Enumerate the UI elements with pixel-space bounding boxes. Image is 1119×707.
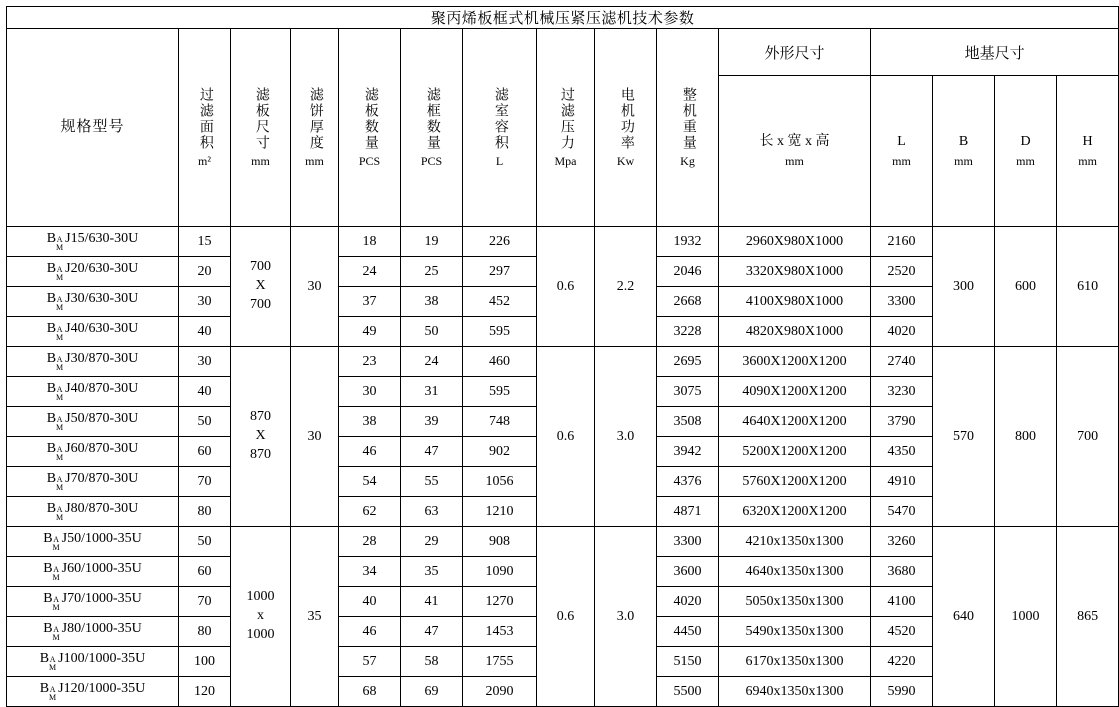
cell-foundation-l: 2520 bbox=[871, 257, 933, 287]
cell-foundation-l: 4520 bbox=[871, 617, 933, 647]
header-outline-sub: 长 x 宽 x 高 mm bbox=[719, 76, 871, 227]
cell-model: B A M J70/870-30U bbox=[7, 467, 179, 497]
cell-plate-count: 57 bbox=[339, 647, 401, 677]
header-outline-group: 外形尺寸 bbox=[719, 29, 871, 76]
cell-plate-count: 68 bbox=[339, 677, 401, 707]
cell-filter-area: 30 bbox=[179, 287, 231, 317]
cell-filter-area: 30 bbox=[179, 347, 231, 377]
cell-frame-count: 31 bbox=[401, 377, 463, 407]
table-row bbox=[7, 227, 1119, 257]
table-row bbox=[7, 527, 1119, 557]
cell-foundation-l: 3260 bbox=[871, 527, 933, 557]
cell-foundation-l: 4220 bbox=[871, 647, 933, 677]
cell-pressure: 0.6 bbox=[537, 227, 595, 347]
cell-plate-count: 38 bbox=[339, 407, 401, 437]
cell-model: B A M J40/630-30U bbox=[7, 317, 179, 347]
cell-weight: 4020 bbox=[657, 587, 719, 617]
cell-outline-dimensions: 4100X980X1000 bbox=[719, 287, 871, 317]
cell-model: B A M J70/1000-35U bbox=[7, 587, 179, 617]
table-row bbox=[7, 347, 1119, 377]
cell-weight: 4376 bbox=[657, 467, 719, 497]
cell-frame-count: 50 bbox=[401, 317, 463, 347]
cell-chamber-volume: 595 bbox=[463, 377, 537, 407]
cell-plate-count: 62 bbox=[339, 497, 401, 527]
specification-table bbox=[6, 6, 1119, 707]
cell-weight: 2046 bbox=[657, 257, 719, 287]
cell-filter-area: 40 bbox=[179, 317, 231, 347]
cell-foundation-l: 4020 bbox=[871, 317, 933, 347]
header-model: 规格型号 bbox=[7, 29, 179, 227]
cell-outline-dimensions: 2960X980X1000 bbox=[719, 227, 871, 257]
cell-model: B A M J60/1000-35U bbox=[7, 557, 179, 587]
cell-plate-count: 28 bbox=[339, 527, 401, 557]
cell-plate-count: 24 bbox=[339, 257, 401, 287]
cell-chamber-volume: 226 bbox=[463, 227, 537, 257]
cell-chamber-volume: 452 bbox=[463, 287, 537, 317]
cell-plate-count: 46 bbox=[339, 437, 401, 467]
cell-outline-dimensions: 5490x1350x1300 bbox=[719, 617, 871, 647]
cell-chamber-volume: 1755 bbox=[463, 647, 537, 677]
header-chamber-volume: 滤室容积 L bbox=[463, 29, 537, 227]
header-row-1 bbox=[7, 29, 1119, 76]
cell-foundation-b: 640 bbox=[933, 527, 995, 707]
cell-outline-dimensions: 4820X980X1000 bbox=[719, 317, 871, 347]
header-frame-count: 滤框数量 PCS bbox=[401, 29, 463, 227]
header-filter-area: 过滤面积 m² bbox=[179, 29, 231, 227]
cell-weight: 3075 bbox=[657, 377, 719, 407]
cell-model: B A M J50/1000-35U bbox=[7, 527, 179, 557]
cell-chamber-volume: 1453 bbox=[463, 617, 537, 647]
cell-plate-size: 1000 x 1000 bbox=[231, 527, 291, 707]
cell-model: B A M J80/870-30U bbox=[7, 497, 179, 527]
cell-outline-dimensions: 3600X1200X1200 bbox=[719, 347, 871, 377]
header-plate-size: 滤板尺寸 mm bbox=[231, 29, 291, 227]
cell-foundation-l: 3680 bbox=[871, 557, 933, 587]
cell-model: B A M J30/630-30U bbox=[7, 287, 179, 317]
cell-chamber-volume: 297 bbox=[463, 257, 537, 287]
cell-foundation-l: 5990 bbox=[871, 677, 933, 707]
cell-filter-area: 20 bbox=[179, 257, 231, 287]
cell-frame-count: 35 bbox=[401, 557, 463, 587]
cell-frame-count: 55 bbox=[401, 467, 463, 497]
cell-weight: 3228 bbox=[657, 317, 719, 347]
header-foundation-l: L mm bbox=[871, 76, 933, 227]
cell-frame-count: 29 bbox=[401, 527, 463, 557]
cell-pressure: 0.6 bbox=[537, 347, 595, 527]
cell-frame-count: 19 bbox=[401, 227, 463, 257]
table-body bbox=[7, 227, 1119, 707]
cell-filter-area: 15 bbox=[179, 227, 231, 257]
cell-model: B A M J50/870-30U bbox=[7, 407, 179, 437]
cell-model: B A M J40/870-30U bbox=[7, 377, 179, 407]
cell-foundation-l: 4100 bbox=[871, 587, 933, 617]
cell-chamber-volume: 1210 bbox=[463, 497, 537, 527]
cell-outline-dimensions: 5760X1200X1200 bbox=[719, 467, 871, 497]
cell-model: B A M J120/1000-35U bbox=[7, 677, 179, 707]
cell-chamber-volume: 908 bbox=[463, 527, 537, 557]
cell-model: B A M J100/1000-35U bbox=[7, 647, 179, 677]
cell-outline-dimensions: 5200X1200X1200 bbox=[719, 437, 871, 467]
cell-chamber-volume: 2090 bbox=[463, 677, 537, 707]
cell-foundation-l: 4350 bbox=[871, 437, 933, 467]
cell-outline-dimensions: 4640x1350x1300 bbox=[719, 557, 871, 587]
header-motor-power: 电机功率 Kw bbox=[595, 29, 657, 227]
cell-foundation-b: 570 bbox=[933, 347, 995, 527]
cell-weight: 2668 bbox=[657, 287, 719, 317]
cell-foundation-l: 3230 bbox=[871, 377, 933, 407]
cell-chamber-volume: 1056 bbox=[463, 467, 537, 497]
cell-frame-count: 47 bbox=[401, 437, 463, 467]
cell-outline-dimensions: 3320X980X1000 bbox=[719, 257, 871, 287]
cell-cake-thickness: 30 bbox=[291, 347, 339, 527]
cell-model: B A M J15/630-30U bbox=[7, 227, 179, 257]
cell-outline-dimensions: 6320X1200X1200 bbox=[719, 497, 871, 527]
cell-frame-count: 24 bbox=[401, 347, 463, 377]
cell-frame-count: 38 bbox=[401, 287, 463, 317]
header-foundation-group: 地基尺寸 bbox=[871, 29, 1119, 76]
cell-chamber-volume: 902 bbox=[463, 437, 537, 467]
cell-plate-count: 40 bbox=[339, 587, 401, 617]
header-foundation-d: D mm bbox=[995, 76, 1057, 227]
cell-chamber-volume: 460 bbox=[463, 347, 537, 377]
cell-filter-area: 70 bbox=[179, 587, 231, 617]
cell-outline-dimensions: 4210x1350x1300 bbox=[719, 527, 871, 557]
cell-chamber-volume: 1090 bbox=[463, 557, 537, 587]
cell-foundation-l: 3790 bbox=[871, 407, 933, 437]
cell-frame-count: 25 bbox=[401, 257, 463, 287]
cell-model: B A M J20/630-30U bbox=[7, 257, 179, 287]
cell-weight: 4871 bbox=[657, 497, 719, 527]
cell-weight: 5500 bbox=[657, 677, 719, 707]
header-foundation-h: H mm bbox=[1057, 76, 1119, 227]
header-foundation-b: B mm bbox=[933, 76, 995, 227]
cell-motor-power: 3.0 bbox=[595, 347, 657, 527]
cell-frame-count: 47 bbox=[401, 617, 463, 647]
cell-foundation-l: 4910 bbox=[871, 467, 933, 497]
cell-filter-area: 80 bbox=[179, 497, 231, 527]
cell-cake-thickness: 35 bbox=[291, 527, 339, 707]
header-plate-count: 滤板数量 PCS bbox=[339, 29, 401, 227]
cell-frame-count: 58 bbox=[401, 647, 463, 677]
cell-foundation-h: 610 bbox=[1057, 227, 1119, 347]
header-pressure: 过滤压力 Mpa bbox=[537, 29, 595, 227]
cell-cake-thickness: 30 bbox=[291, 227, 339, 347]
cell-filter-area: 50 bbox=[179, 527, 231, 557]
cell-chamber-volume: 595 bbox=[463, 317, 537, 347]
cell-frame-count: 69 bbox=[401, 677, 463, 707]
cell-model: B A M J30/870-30U bbox=[7, 347, 179, 377]
cell-weight: 3300 bbox=[657, 527, 719, 557]
cell-model: B A M J80/1000-35U bbox=[7, 617, 179, 647]
cell-motor-power: 3.0 bbox=[595, 527, 657, 707]
cell-filter-area: 120 bbox=[179, 677, 231, 707]
cell-plate-count: 23 bbox=[339, 347, 401, 377]
header-weight: 整机重量 Kg bbox=[657, 29, 719, 227]
cell-weight: 3600 bbox=[657, 557, 719, 587]
cell-foundation-d: 1000 bbox=[995, 527, 1057, 707]
cell-foundation-l: 5470 bbox=[871, 497, 933, 527]
header-cake-thickness: 滤饼厚度 mm bbox=[291, 29, 339, 227]
cell-filter-area: 70 bbox=[179, 467, 231, 497]
cell-plate-size: 870 X 870 bbox=[231, 347, 291, 527]
cell-foundation-d: 600 bbox=[995, 227, 1057, 347]
cell-weight: 4450 bbox=[657, 617, 719, 647]
cell-chamber-volume: 1270 bbox=[463, 587, 537, 617]
table-title-row bbox=[7, 7, 1119, 29]
cell-filter-area: 40 bbox=[179, 377, 231, 407]
cell-outline-dimensions: 6170x1350x1300 bbox=[719, 647, 871, 677]
cell-filter-area: 80 bbox=[179, 617, 231, 647]
table-title: 聚丙烯板框式机械压紧压滤机技术参数 bbox=[7, 7, 1119, 29]
cell-weight: 1932 bbox=[657, 227, 719, 257]
cell-foundation-d: 800 bbox=[995, 347, 1057, 527]
cell-frame-count: 39 bbox=[401, 407, 463, 437]
cell-plate-count: 30 bbox=[339, 377, 401, 407]
cell-filter-area: 60 bbox=[179, 437, 231, 467]
cell-plate-count: 49 bbox=[339, 317, 401, 347]
cell-plate-count: 34 bbox=[339, 557, 401, 587]
cell-outline-dimensions: 5050x1350x1300 bbox=[719, 587, 871, 617]
cell-outline-dimensions: 4090X1200X1200 bbox=[719, 377, 871, 407]
cell-weight: 3942 bbox=[657, 437, 719, 467]
cell-outline-dimensions: 4640X1200X1200 bbox=[719, 407, 871, 437]
cell-filter-area: 50 bbox=[179, 407, 231, 437]
cell-chamber-volume: 748 bbox=[463, 407, 537, 437]
cell-foundation-b: 300 bbox=[933, 227, 995, 347]
cell-plate-count: 54 bbox=[339, 467, 401, 497]
cell-plate-size: 700 X 700 bbox=[231, 227, 291, 347]
cell-weight: 3508 bbox=[657, 407, 719, 437]
cell-frame-count: 63 bbox=[401, 497, 463, 527]
cell-weight: 2695 bbox=[657, 347, 719, 377]
cell-pressure: 0.6 bbox=[537, 527, 595, 707]
cell-foundation-l: 2740 bbox=[871, 347, 933, 377]
cell-motor-power: 2.2 bbox=[595, 227, 657, 347]
cell-filter-area: 100 bbox=[179, 647, 231, 677]
cell-model: B A M J60/870-30U bbox=[7, 437, 179, 467]
cell-plate-count: 37 bbox=[339, 287, 401, 317]
cell-frame-count: 41 bbox=[401, 587, 463, 617]
cell-plate-count: 46 bbox=[339, 617, 401, 647]
cell-plate-count: 18 bbox=[339, 227, 401, 257]
cell-filter-area: 60 bbox=[179, 557, 231, 587]
cell-weight: 5150 bbox=[657, 647, 719, 677]
cell-foundation-h: 865 bbox=[1057, 527, 1119, 707]
cell-foundation-l: 2160 bbox=[871, 227, 933, 257]
cell-outline-dimensions: 6940x1350x1300 bbox=[719, 677, 871, 707]
cell-foundation-h: 700 bbox=[1057, 347, 1119, 527]
cell-foundation-l: 3300 bbox=[871, 287, 933, 317]
